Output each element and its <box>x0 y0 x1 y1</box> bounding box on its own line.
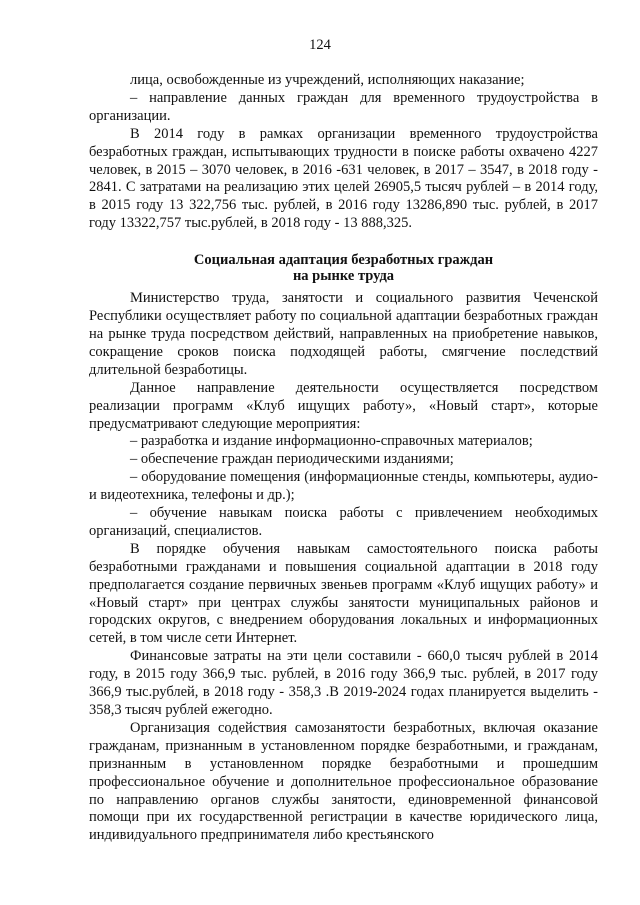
section-heading-line: на рынке труда <box>292 267 395 284</box>
list-item: – обучение навыкам поиска работы с привлечением необходимых организаций, специалистов. <box>89 505 598 539</box>
paragraph: В порядке обучения навыкам самостоятельного поиска работы безработными гражданами и повышения социальной адаптации в 2018 году предполагается создание первичных звеньев программ «Клуб ищущих работу» и «Новый старт» при центрах службы занятости муниципальных районов и городских округов, с внедрением оборудования локальных и информационных сетей, в том числе сети Интернет. <box>89 540 598 647</box>
list-item: – направление данных граждан для временного трудоустройства в организации. <box>89 89 598 124</box>
paragraph: Данное направление деятельности осуществляется посредством реализации программ «Клуб ищущих работу», «Новый старт», которые предусматривают следующие мероприятия: <box>89 379 598 432</box>
paragraph: Организация содействия самозанятости безработных, включая оказание гражданам, признанным в установленном порядке безработными, и гражданам, признанным в установленном порядке безработными и прошедшим профессиональное обучение и дополнительное профессиональное образование по направлению органов службы занятости, единовременной финансовой помощи при их государственной регистрации в качестве юридического лица, индивидуального предпринимателя либо крестьянского <box>89 719 598 844</box>
section-heading <box>89 253 598 284</box>
page-number: 124 <box>309 37 331 53</box>
list-item: – обеспечение граждан периодическими изданиями; <box>130 451 454 468</box>
list-item: – разработка и издание информационно-справочных материалов; <box>130 433 533 450</box>
list-item: – оборудование помещения (информационные стенды, компьютеры, аудио- и видеотехника, телефоны и др.); <box>89 469 598 504</box>
document-body <box>89 72 598 845</box>
paragraph: В 2014 году в рамках организации временного трудоустройства безработных граждан, испытывающих трудности в поиске работы охвачено 4227 человек, в 2015 – 3070 человек, в 2016 -631 человек, в 2017 – 3547, в 2018 году - 2841. С затратами на реализацию этих целей 26905,5 тысяч рублей – в 2014 году, в 2015 году 13 322,756 тыс. рублей, в 2016 году 13286,890 тыс. рублей, в 2017 году 13322,757 тыс.рублей, в 2018 году - 13 888,325. <box>89 125 598 232</box>
paragraph: Финансовые затраты на эти цели составили - 660,0 тысяч рублей в 2014 году, в 2015 году 366,9 тыс. рублей, в 2016 году 366,9 тыс. рублей, в 2017 году 366,9 тыс.рублей, в 2018 году - 358,3 .В 2019-2024 годах планируется выделить - 358,3 тысяч рублей ежегодно. <box>89 648 598 718</box>
paragraph: лица, освобожденные из учреждений, исполняющих наказание; <box>130 72 525 88</box>
section-heading-line: Социальная адаптация безработных граждан <box>193 252 494 269</box>
paragraph: Министерство труда, занятости и социального развития Чеченской Республики осуществляет работу по социальной адаптации безработных граждан на рынке труда посредством действий, направленных на приобретение навыков, сокращение сроков поиска подходящей работы, смягчение последствий длительной безработицы. <box>89 290 598 378</box>
